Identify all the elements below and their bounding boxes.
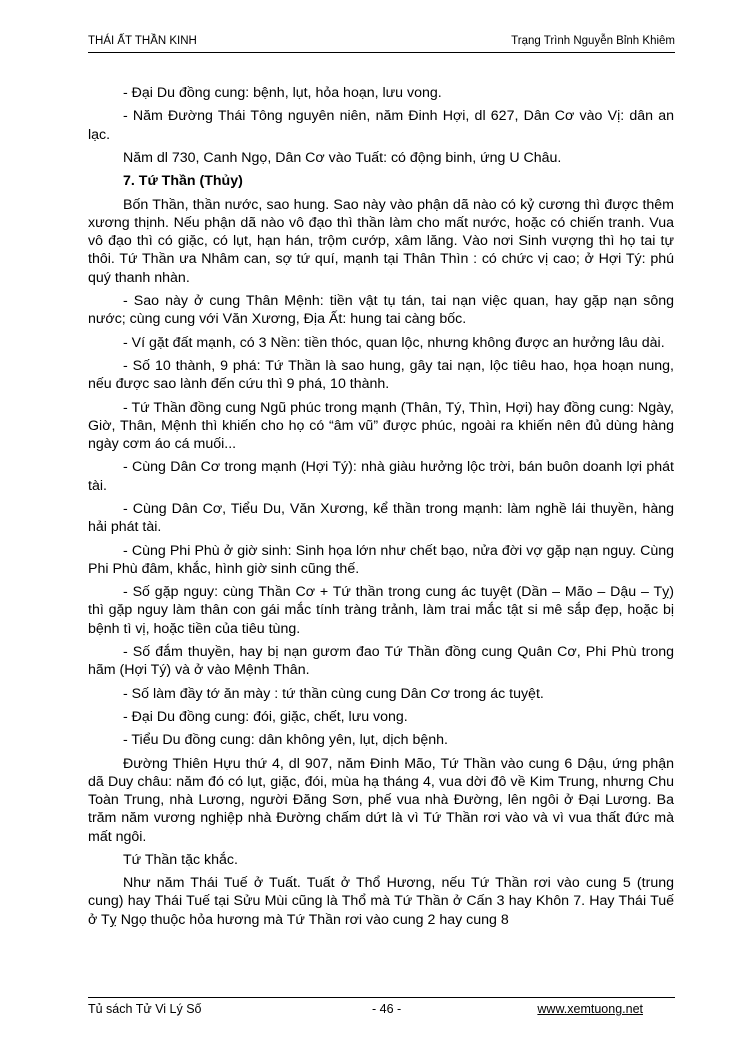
website-link[interactable]: www.xemtuong.net xyxy=(537,1002,643,1016)
paragraph: - Đại Du đồng cung: đói, giặc, chết, lưu vong. xyxy=(123,708,408,725)
series-name: Tủ sách Tử Vi Lý Số xyxy=(88,1002,202,1016)
paragraph: Bốn Thần, thần nước, sao hung. Sao này vào phận dã nào có kỷ cương thì được thêm xương thịnh. Nếu phận dã nào vô đạo thì thần làm cho mất nước, hoặc có chiến tranh. Vua vô đạo thì có giặc, có lụt, hạn hán, trộm cướp, xâm lăng. Vào nơi Sinh vượng thì họ tai tự thôi. Tứ Thần ưa Nhâm can, sợ tứ quí, mạnh tại Thân Thìn : có chức vị cao; ở Hợi Tý: phú quý thanh nhàn. xyxy=(88,196,674,286)
paragraph: Năm dl 730, Canh Ngọ, Dân Cơ vào Tuất: có động binh, ứng U Châu. xyxy=(123,149,562,166)
paragraph: Như năm Thái Tuế ở Tuất. Tuất ở Thổ Hương, nếu Tứ Thần rơi vào cung 5 (trung cung) hay Thái Tuế tại Sửu Mùi cũng là Thổ mà Tứ Thần ở Cấn 3 hay Khôn 7. Hay Thái Tuế ở Tỵ Ngọ thuộc hỏa hương mà Tứ Thần rơi vào cung 2 hay cung 8 xyxy=(88,875,674,928)
page-content xyxy=(88,84,674,934)
paragraph: - Năm Đường Thái Tông nguyên niên, năm Đinh Hợi, dl 627, Dân Cơ vào Vị: dân an lạc. xyxy=(88,108,674,143)
author-name: Trạng Trình Nguyễn Bỉnh Khiêm xyxy=(511,35,675,47)
section-heading: 7. Tứ Thần (Thủy) xyxy=(123,173,243,190)
paragraph: - Tiểu Du đồng cung: dân không yên, lụt, dịch bệnh. xyxy=(123,732,448,749)
paragraph: - Cùng Dân Cơ, Tiểu Du, Văn Xương, kể thần trong mạnh: làm nghề lái thuyền, hàng hải phát tài. xyxy=(88,500,674,536)
paragraph: Đường Thiên Hựu thứ 4, dl 907, năm Đinh Mão, Tứ Thần vào cung 6 Dậu, ứng phận dã Duy châu: năm đó có lụt, giặc, đói, mùa hạ tháng 4, vua dời đô về Kim Trung, nhưng Chu Toàn Trung, nhà Lương, người Đăng Sơn, phế vua nhà Đường, lên ngôi ở Đại Lương. Ba trăm năm vương nghiệp nhà Đường chấm dứt là vì Tứ Thần rơi vào và vì vua thất đức mà mất ngôi. xyxy=(88,755,674,845)
paragraph: - Số đắm thuyền, hay bị nạn gươm đao Tứ Thần đồng cung Quân Cơ, Phi Phù trong hãm (Hợi Tý) và ở vào Mệnh Thân. xyxy=(88,643,674,679)
paragraph: - Cùng Dân Cơ trong mạnh (Hợi Tý): nhà giàu hưởng lộc trời, bán buôn doanh lợi phát tài. xyxy=(88,459,674,494)
paragraph: - Cùng Phi Phù ở giờ sinh: Sinh họa lớn như chết bạo, nửa đời vợ gặp nạn nguy. Cùng Phi Phù đâm, khắc, hình giờ sinh cũng thế. xyxy=(88,542,674,577)
paragraph: - Sao này ở cung Thân Mệnh: tiền vật tụ tán, tai nạn việc quan, hay gặp nạn sông nước; cùng cung với Văn Xương, Địa Ất: hung tai càng bốc. xyxy=(88,292,674,328)
paragraph: Tứ Thần tặc khắc. xyxy=(123,851,238,868)
page-number: - 46 - xyxy=(372,1002,402,1016)
paragraph: - Số 10 thành, 9 phá: Tứ Thần là sao hung, gây tai nạn, lộc tiêu hao, họa hoạn nung, nếu được sao lành đến cứu thì 9 phá, 10 thành. xyxy=(88,357,674,393)
page-footer xyxy=(88,997,675,1016)
page-header xyxy=(88,32,675,53)
paragraph: - Ví gặt đất mạnh, có 3 Nền: tiền thóc, quan lộc, nhưng không được an hưởng lâu dài. xyxy=(123,334,665,351)
paragraph: - Số làm đầy tớ ăn mày : tứ thần cùng cung Dân Cơ trong ác tuyệt. xyxy=(123,685,544,702)
book-title: THÁI ẤT THẦN KINH xyxy=(88,35,197,47)
paragraph: - Đại Du đồng cung: bệnh, lụt, hỏa hoạn, lưu vong. xyxy=(123,85,442,101)
paragraph: - Tứ Thần đồng cung Ngũ phúc trong mạnh (Thân, Tý, Thìn, Hợi) hay đồng cung: Ngày, Giờ, Thân, Mệnh thì khiến cho họ có “âm vũ” được phúc, ngoài ra khiến nên đủ dùng hàng ngày cơm áo cá muối... xyxy=(88,399,674,452)
paragraph: - Số gặp nguy: cùng Thần Cơ + Tứ thần trong cung ác tuyệt (Dần – Mão – Dậu – Tỵ) thì gặp nguy làm thân con gái mắc tính tràng trảnh, làm trai mắc tật si mê sắp đẹp, hoặc bị bệnh tì vị, hoặc tiền của tiêu tùng. xyxy=(88,584,674,637)
